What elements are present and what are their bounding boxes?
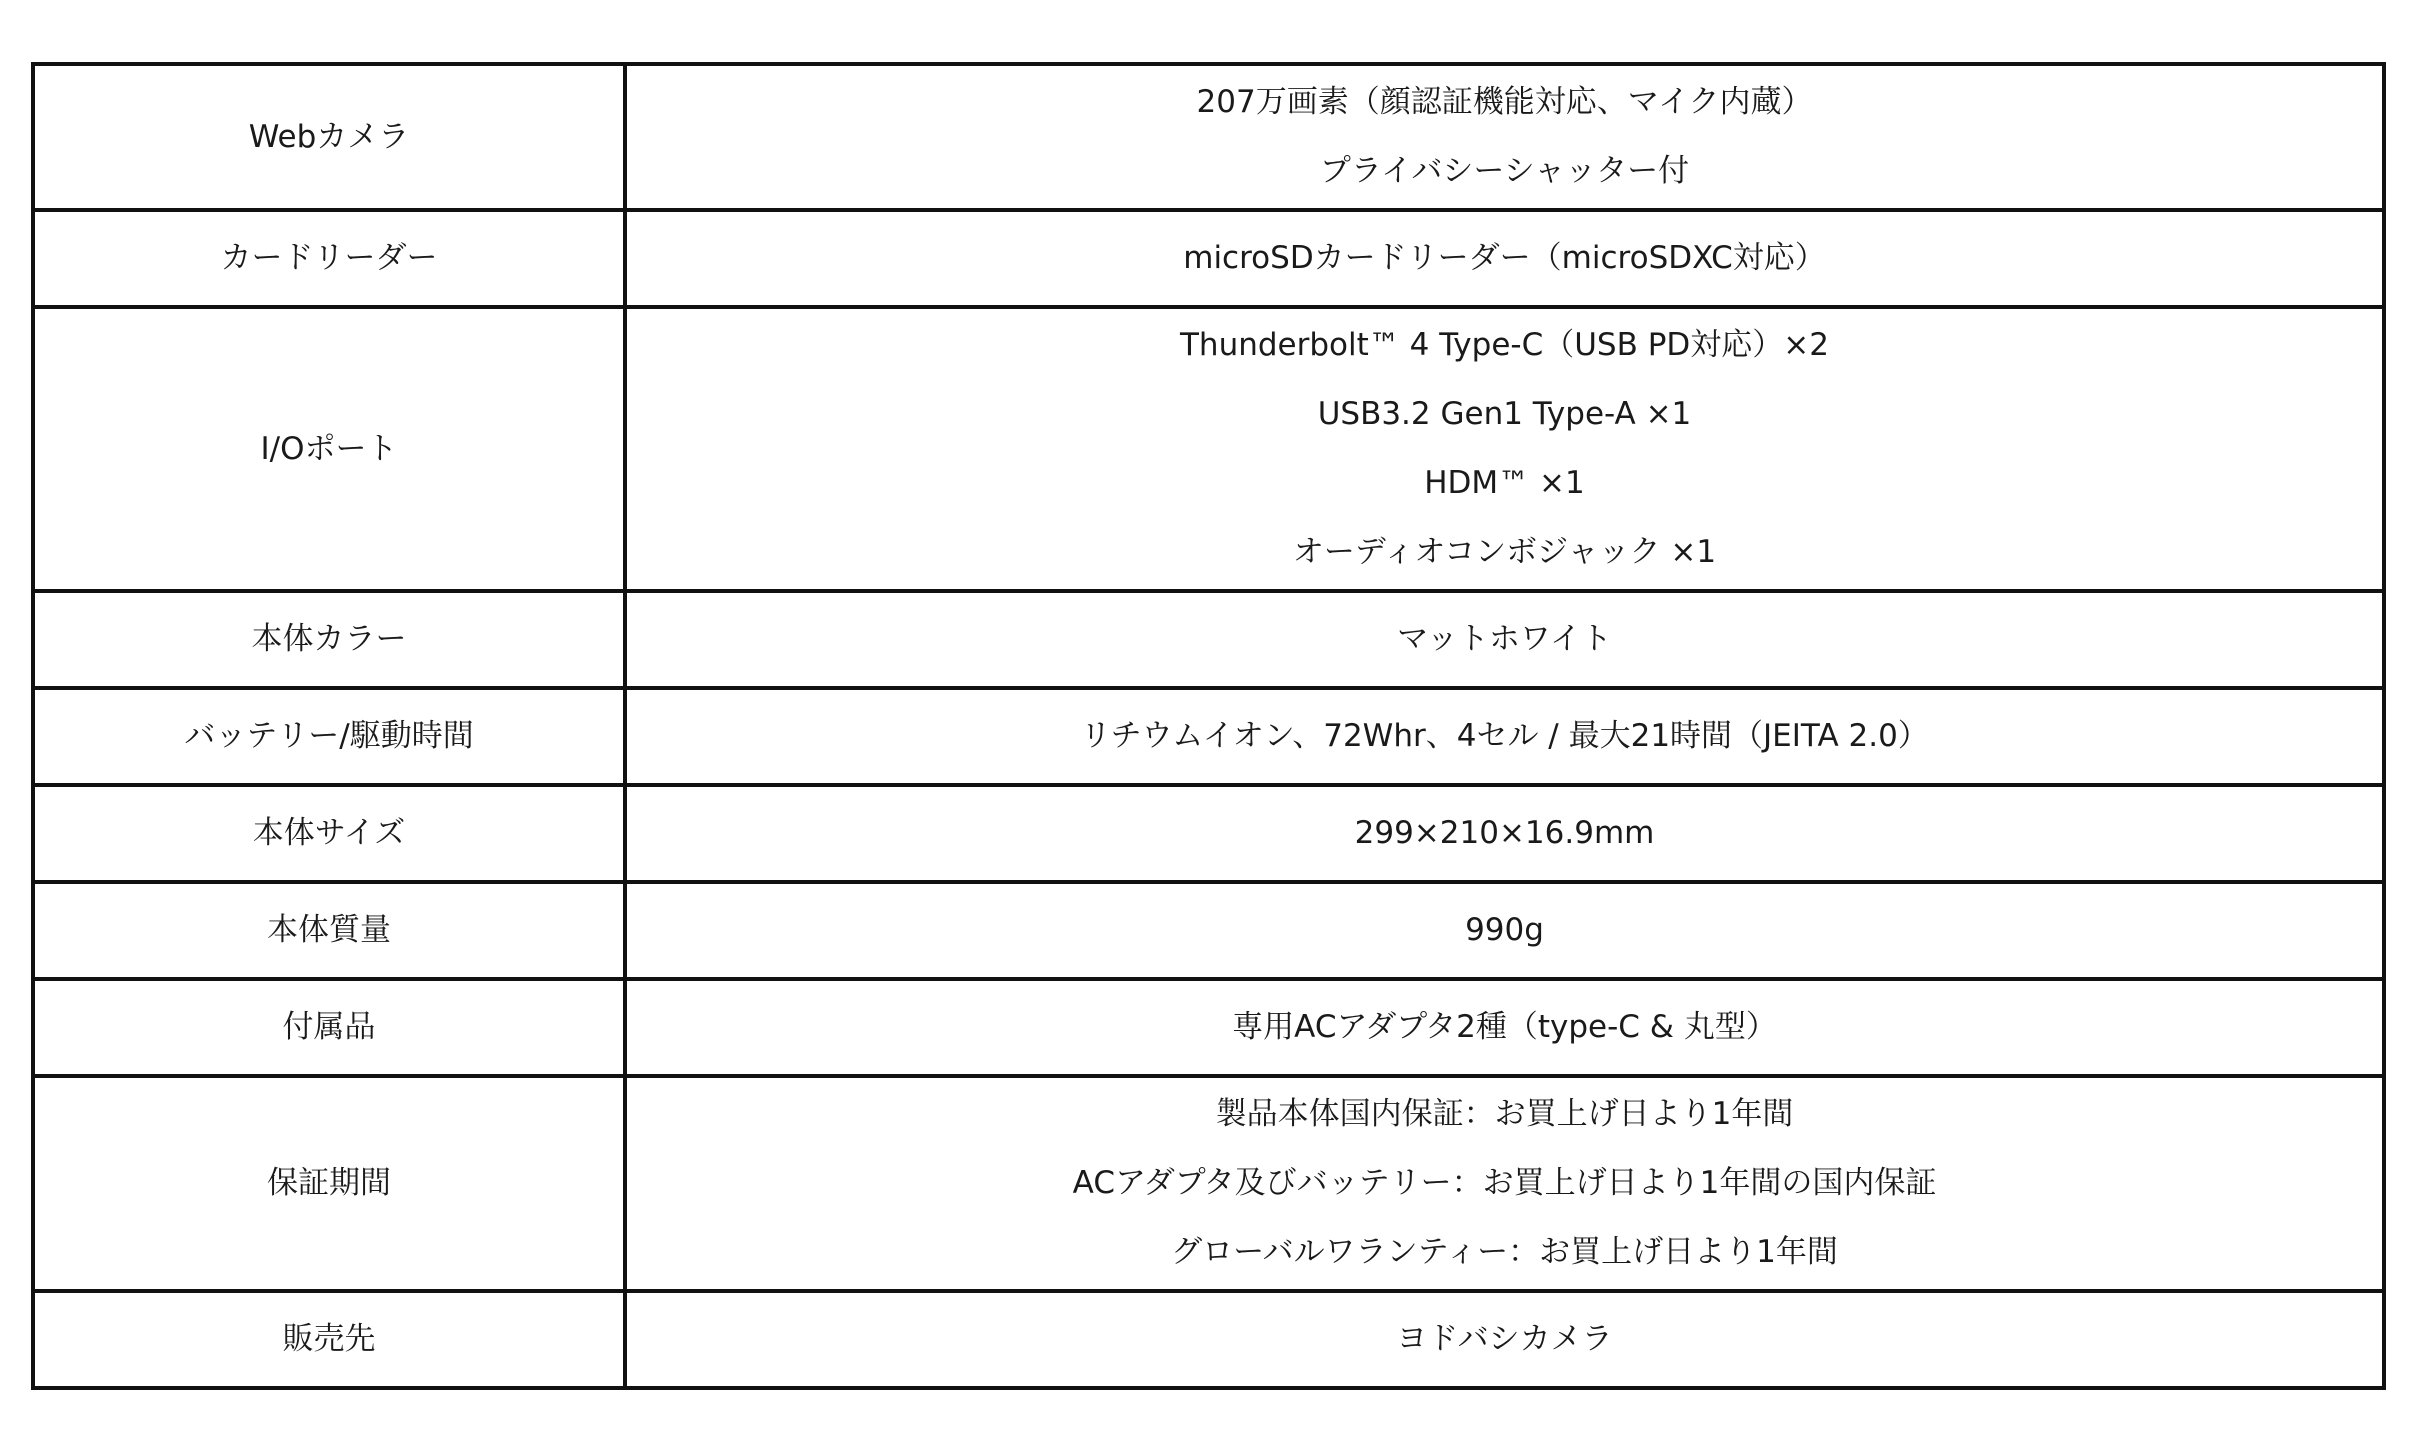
spec-value — [625, 688, 2384, 785]
spec-value-line: 製品本体国内保証：お買上げ日より1年間 — [1215, 1096, 1794, 1132]
spec-value-line: HDM™ ×1 — [1424, 465, 1585, 501]
table-row — [33, 210, 2384, 307]
spec-value — [625, 1076, 2384, 1291]
spec-value — [625, 785, 2384, 882]
spec-label: 販売先 — [33, 1291, 625, 1388]
spec-value-line: ACアダプタ及びバッテリー：お買上げ日より1年間の国内保証 — [1072, 1165, 1937, 1201]
table-row — [33, 1076, 2384, 1291]
table-row — [33, 979, 2384, 1076]
spec-value-line: Thunderbolt™ 4 Type-C（USB PD対応）×2 — [1179, 327, 1829, 363]
spec-label: 本体カラー — [33, 591, 625, 688]
table-row — [33, 64, 2384, 210]
spec-label: 保証期間 — [33, 1076, 625, 1291]
spec-value-line: 専用ACアダプタ2種（type-C & 丸型） — [1232, 1009, 1777, 1045]
spec-value-line: プライバシーシャッター付 — [1319, 153, 1690, 189]
spec-label: Webカメラ — [33, 64, 625, 210]
spec-value-line: microSDカードリーダー（microSDXC対応） — [1183, 240, 1826, 276]
spec-value-line: 990g — [1465, 912, 1544, 948]
spec-value — [625, 979, 2384, 1076]
table-row — [33, 882, 2384, 979]
table-row — [33, 688, 2384, 785]
spec-value-line: リチウムイオン、72Whr、4セル / 最大21時間（JEITA 2.0） — [1080, 718, 1929, 754]
spec-value-line: グローバルワランティー：お買上げ日より1年間 — [1171, 1234, 1838, 1270]
table-row — [33, 785, 2384, 882]
spec-table — [31, 62, 2386, 1390]
table-row — [33, 1291, 2384, 1388]
spec-value — [625, 307, 2384, 591]
spec-label: 付属品 — [33, 979, 625, 1076]
spec-label: バッテリー/駆動時間 — [33, 688, 625, 785]
spec-value — [625, 210, 2384, 307]
spec-label: 本体質量 — [33, 882, 625, 979]
spec-label: 本体サイズ — [33, 785, 625, 882]
spec-value — [625, 1291, 2384, 1388]
table-row — [33, 307, 2384, 591]
spec-value-line: 299×210×16.9mm — [1354, 815, 1655, 851]
spec-value-line: 207万画素（顔認証機能対応、マイク内蔵） — [1196, 84, 1813, 120]
spec-value-line: USB3.2 Gen1 Type-A ×1 — [1317, 396, 1692, 432]
spec-value-line: マットホワイト — [1397, 621, 1612, 657]
spec-value — [625, 64, 2384, 210]
table-row — [33, 591, 2384, 688]
spec-value — [625, 882, 2384, 979]
spec-value — [625, 591, 2384, 688]
spec-value-line: ヨドバシカメラ — [1396, 1321, 1613, 1357]
spec-label: カードリーダー — [33, 210, 625, 307]
spec-value-line: オーディオコンボジャック ×1 — [1292, 534, 1717, 570]
spec-label: I/Oポート — [33, 307, 625, 591]
